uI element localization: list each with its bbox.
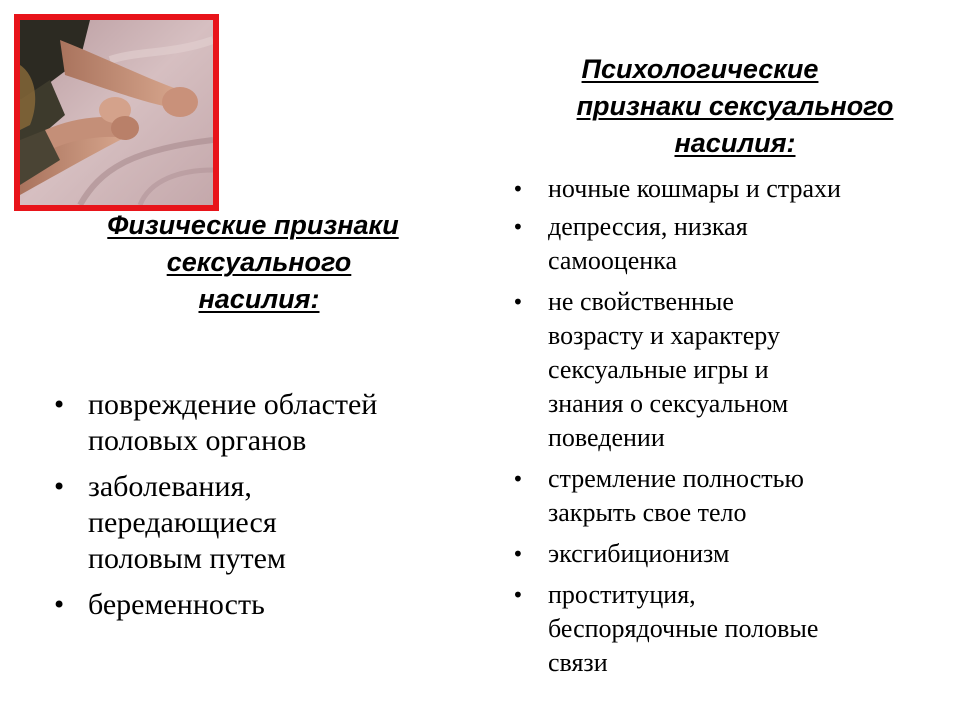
psychological-signs-list [508,172,948,687]
bullet-icon: • [52,591,67,619]
list-item: • депрессия, низкая самооценка [512,212,748,275]
physical-signs-heading: Физические признаки сексуального насилия: [107,210,399,314]
bullet-icon: • [512,177,524,201]
list-item: • стремление полностью закрыть свое тело [512,464,804,527]
struggle-photo [14,14,219,211]
list-item: • ночные кошмары и страхи [508,172,948,206]
bullet-icon: • [512,542,524,566]
bullet-icon: • [512,583,524,607]
bullet-icon: • [52,473,67,501]
list-item: • эксгибиционизм [508,537,948,571]
bullet-icon: • [512,467,524,491]
bullet-icon: • [52,391,67,419]
list-item: • повреждение областей половых органов [52,388,378,457]
struggle-photo-icon [20,20,213,205]
list-item: • заболевания, передающиеся половым путем [52,470,286,575]
list-item: • не свойственные возрасту и характеру сексуальные игры и знания о сексуальном поведении [512,287,789,452]
bullet-icon: • [512,215,524,239]
bullet-icon: • [512,290,524,314]
list-item: • беременность [52,588,265,621]
list-item: • проституция, беспорядочные половые связи [512,580,819,677]
psychological-signs-heading: Психологические признаки сексуального насилия: [576,54,894,158]
physical-signs-list [48,387,468,633]
